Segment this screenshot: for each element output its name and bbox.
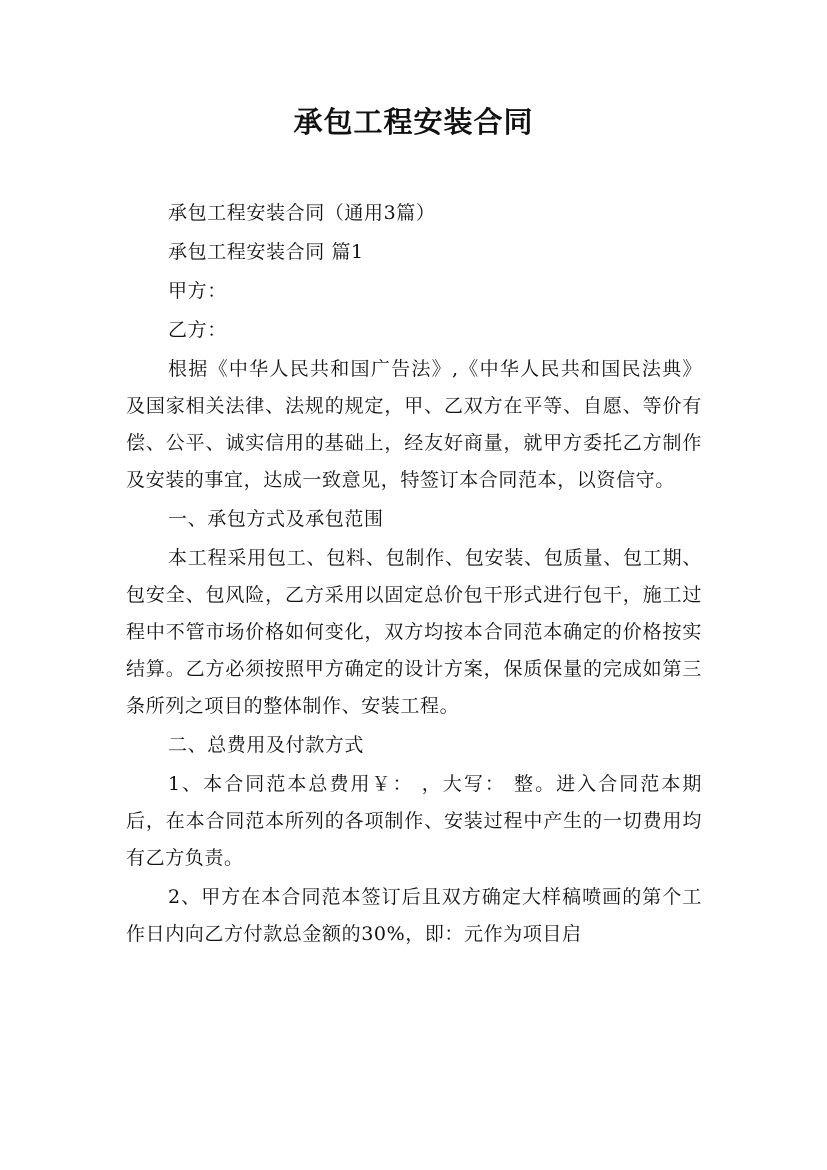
section-heading-part1: 承包工程安装合同 篇1 — [168, 241, 364, 263]
contract-scope-paragraph: 本工程采用包工、包料、包制作、包安装、包质量、包工期、包安全、包风险，乙方采用以固定总价包干形式进行包干，施工过程中不管市场价格如何变化，双方均按本合同范本确定的价格按实结算。乙方必须按照甲方确定的设计方案，保质保量的完成如第三条所列之项目的整体制作、安装工程。 — [126, 547, 702, 717]
subtitle-paragraph: 承包工程安装合同（通用3篇） — [168, 202, 436, 224]
document-body — [126, 195, 702, 953]
section-heading-contract-scope: 一、承包方式及承包范围 — [168, 508, 384, 530]
document-title: 承包工程安装合同 — [293, 105, 534, 139]
preamble-paragraph: 根据《中华人民共和国广告法》,《中华人民共和国民法典》及国家相关法律、法规的规定，甲、乙双方在平等、自愿、等价有偿、公平、诚实信用的基础上，经友好商量，就甲方委托乙方制作及安装的事宜，达成一致意见，特签订本合同范本，以资信守。 — [126, 358, 702, 491]
payment-clause-1: 1、本合同范本总费用￥： ，大写： 整。进入合同范本期后，在本合同范本所列的各项制作、安装过程中产生的一切费用均有乙方负责。 — [126, 773, 702, 869]
section-heading-payment: 二、总费用及付款方式 — [168, 734, 365, 756]
party-b-line: 乙方： — [168, 319, 227, 341]
party-a-line: 甲方： — [168, 280, 227, 302]
payment-clause-2: 2、甲方在本合同范本签订后且双方确定大样稿喷画的第个工作日内向乙方付款总金额的30%，即：元作为项目启 — [126, 886, 702, 945]
